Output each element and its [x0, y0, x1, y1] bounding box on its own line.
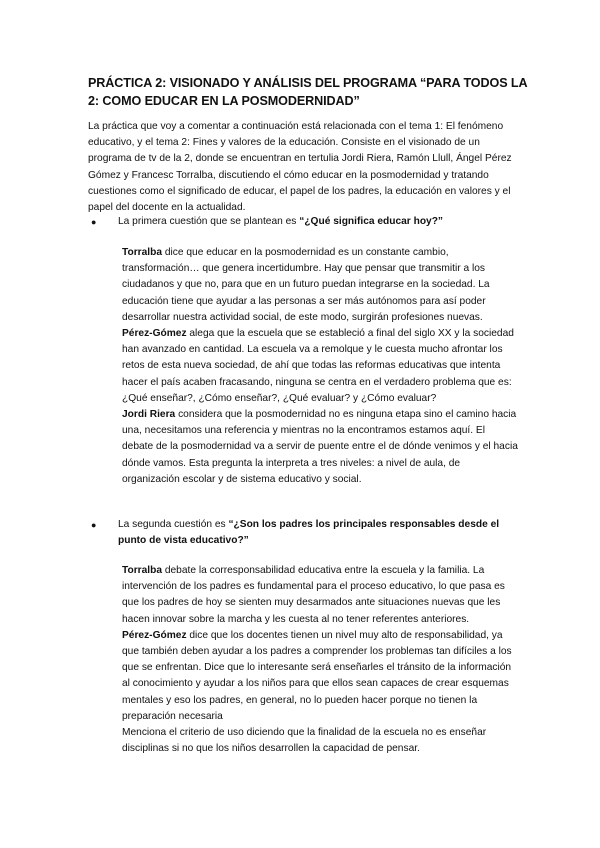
speaker-name: Pérez-Gómez: [122, 629, 187, 641]
speaker-name: Pérez-Gómez: [122, 328, 187, 340]
speaker-name: Torralba: [122, 565, 163, 576]
speaker-name: Jordi Riera: [122, 409, 176, 421]
bullet-icon: ●: [91, 217, 97, 227]
section-2-question-text: “¿Son los padres los principales responsables desde el punto de vista educativo?”: [118, 519, 500, 547]
answer-text: dice que los docentes tienen un nivel muy alto de responsabilidad, ya que también deben ayudar a los padres a comprender los problemas tan difíciles a los que se enfrentan. Dice que lo interesante será enseñarles el tránsito de la información al conocimiento y ayudar a los niños para que ellos sean capaces de crear esquemas mentales y eso los padres, en general, no lo pueden hacer porque no tienen la preparación necesaria: [122, 629, 512, 722]
answer-paragraph: [122, 725, 518, 757]
document-title: PRÁCTICA 2: VISIONADO Y ANÁLISIS DEL PROGRAMA “PARA TODOS LA 2: COMO EDUCAR EN LA POSMODERNIDAD”: [88, 76, 528, 108]
answer-text: considera que la posmodernidad no es ninguna etapa sino el camino hacia una, necesitamos una referencia y mientras no la encontramos estamos aquí. El debate de la posmodernidad va a servir de puente entre el de dónde venimos y el hacia dónde vamos. Esta pregunta la interpreta a tres niveles: a nivel de aula, de organización escolar y de sistema educativo y social.: [122, 409, 518, 485]
answer-paragraph: [122, 245, 518, 326]
section-1-question: [91, 214, 518, 230]
answer-paragraph: [122, 407, 518, 488]
answer-text: Menciona el criterio de uso diciendo que la finalidad de la escuela no es enseñar disciplinas si no que los niños desarrollen la capacidad de pensar.: [122, 727, 487, 755]
section-1-lead: La primera cuestión que se plantean es: [118, 216, 300, 227]
section-2-question: [91, 517, 518, 549]
bullet-icon: ●: [91, 520, 97, 530]
intro-paragraph: La práctica que voy a comentar a continuación está relacionada con el tema 1: El fenómeno educativo, y el tema 2: Fines y valores de la educación. Consiste en el visionado de un programa de tv de la 2, donde se encuentran en tertulia Jordi Riera, Ramón Llull, Ángel Pérez Gómez y Francesc Torralba, discutiendo el cómo educar en la posmodernidad y tratando cuestiones como el significado de educar, el papel de los padres, la educación en valores y el papel del docente en la actualidad.: [88, 121, 512, 214]
answer-paragraph: [122, 326, 518, 407]
speaker-name: Torralba: [122, 247, 163, 258]
answer-text: dice que educar en la posmodernidad es un constante cambio, transformación… que genera incertidumbre. Hay que pensar que transmitir a los ciudadanos y que no, para que en un futuro puedan integrarse en la sociedad. La educación tiene que ayudar a las personas a ser más autónomos para así poder desarrollar nuestra actividad social, de este modo, surgirán profesiones nuevas.: [122, 247, 490, 323]
section-2-lead: La segunda cuestión es: [118, 519, 229, 530]
section-1-question-text: “¿Qué significa educar hoy?”: [299, 216, 444, 227]
answer-text: debate la corresponsabilidad educativa entre la escuela y la familia. La intervención de los padres es fundamental para el proceso educativo, lo que pasa es que los padres de hoy se sienten muy desarmados ante situaciones nuevas que les hacen innovar sobre la marcha y les cuesta al no tener referentes anteriores.: [122, 565, 505, 625]
answer-paragraph: [122, 563, 518, 628]
section-1-answers: [122, 245, 518, 488]
answer-text: alega que la escuela que se estableció a final del siglo XX y la sociedad han avanzado en cantidad. La escuela va a remolque y le cuesta mucho afrontar los retos de esta nueva sociedad, de ahí que todas las reformas educativas que intenta hacer el país acaben fracasando, ninguna se centra en el verdadero problema que es: ¿Qué enseñar?, ¿Cómo enseñar?, ¿Qué evaluar? y ¿Cómo evaluar?: [122, 328, 514, 404]
section-2-answers: [122, 563, 518, 757]
answer-paragraph: [122, 628, 518, 725]
